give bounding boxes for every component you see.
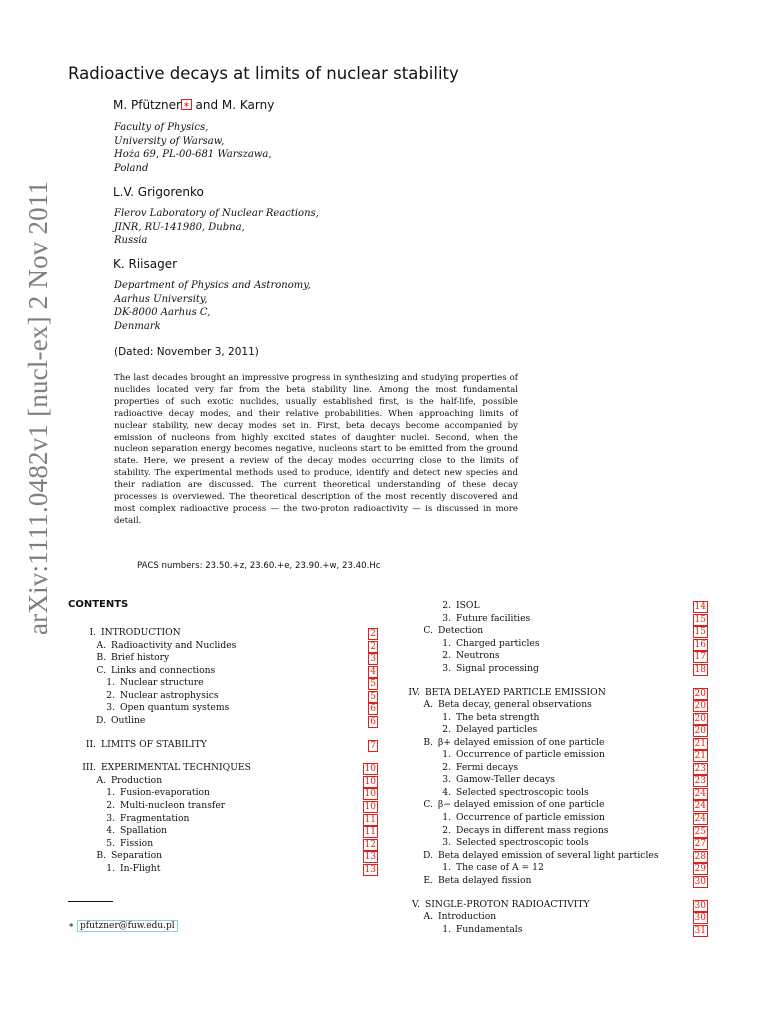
toc-entry[interactable] — [81, 775, 162, 787]
toc-entry[interactable] — [408, 699, 592, 711]
toc-entry[interactable] — [426, 650, 500, 662]
toc-entry-number: 2. — [442, 600, 451, 611]
toc-page-link[interactable]: 24 — [694, 788, 706, 799]
toc-entry-number: A. — [96, 774, 106, 786]
toc-page-link[interactable]: 13 — [364, 864, 376, 875]
toc-entry[interactable] — [71, 762, 251, 774]
toc-entry[interactable] — [426, 924, 522, 936]
toc-page-link[interactable]: 6 — [370, 716, 376, 727]
toc-entry-number: 3. — [442, 837, 451, 849]
toc-entry-label: Future facilities — [456, 612, 531, 624]
toc-entry-number: V. — [412, 898, 420, 910]
toc-entry-number: 3. — [106, 702, 115, 714]
toc-entry[interactable] — [90, 690, 219, 702]
toc-entry-label: LIMITS OF STABILITY — [101, 738, 207, 750]
toc-entry-number: 4. — [106, 825, 115, 837]
toc-entry-number: 1. — [442, 711, 451, 723]
toc-entry-number: C. — [96, 664, 106, 676]
toc-entry-number: 1. — [106, 677, 115, 689]
toc-page-link[interactable]: 21 — [694, 751, 706, 762]
toc-entry-label: Outline — [111, 714, 146, 726]
toc-page-link[interactable]: 10 — [364, 789, 376, 800]
footnote-mark: ∗ — [68, 921, 75, 931]
toc-entry-label: Gamow-Teller decays — [456, 774, 556, 786]
toc-page-link[interactable]: 2 — [370, 629, 376, 639]
footnote-rule — [68, 901, 113, 902]
toc-entry[interactable] — [90, 813, 189, 825]
toc-entry-number: E. — [423, 874, 433, 886]
toc-entry-label: Delayed particles — [456, 724, 538, 736]
arxiv-identifier-stamp: arXiv:1111.0482v1 [nucl-ex] 2 Nov 2011 — [23, 180, 53, 635]
toc-entry-label: Fundamentals — [456, 923, 523, 935]
author-line-3 — [113, 257, 177, 271]
toc-entry-number: C. — [423, 799, 433, 811]
toc-entry-label: Neutrons — [456, 650, 500, 662]
toc-page-link[interactable]: 10 — [364, 776, 376, 787]
toc-page-link[interactable]: 10 — [364, 802, 376, 812]
affiliation-line: JINR, RU-141980, Dubna, — [114, 221, 245, 233]
toc-entry-number: 2. — [442, 650, 451, 662]
toc-entry-label: EXPERIMENTAL TECHNIQUES — [101, 762, 251, 774]
toc-page-link[interactable]: 10 — [364, 764, 376, 775]
toc-entry[interactable] — [81, 652, 169, 664]
email-link[interactable]: pfutzner@fuw.edu.pl — [77, 920, 178, 932]
toc-entry[interactable] — [408, 875, 531, 887]
toc-page-link[interactable]: 3 — [370, 654, 376, 665]
toc-entry-number: 1. — [442, 749, 451, 761]
toc-entry-label: Spallation — [120, 825, 168, 837]
toc-entry-number: A. — [423, 911, 433, 923]
toc-entry[interactable] — [408, 911, 496, 923]
toc-entry-label: Brief history — [111, 652, 170, 664]
toc-entry[interactable] — [90, 702, 229, 714]
toc-entry-number: 3. — [442, 662, 451, 674]
toc-entry-label: The beta strength — [456, 711, 540, 723]
affiliation-line: Flerov Laboratory of Nuclear Reactions, — [114, 208, 319, 219]
toc-entry-label: β− delayed emission of one particle — [438, 799, 605, 811]
toc-entry-number: A. — [96, 639, 106, 651]
toc-page-link[interactable]: 2 — [370, 641, 376, 652]
toc-entry-number: B. — [423, 736, 433, 748]
affiliation-3 — [114, 279, 311, 333]
toc-entry[interactable] — [426, 837, 589, 849]
toc-entry[interactable] — [426, 812, 605, 824]
affiliation-line: Poland — [114, 162, 149, 174]
author-name-suffix: and M. Karny — [191, 98, 275, 112]
toc-entry-label: Signal processing — [456, 662, 539, 674]
toc-page-link[interactable]: 17 — [694, 652, 706, 663]
toc-page-link[interactable]: 11 — [364, 814, 376, 825]
toc-page-link[interactable]: 20 — [694, 701, 706, 712]
toc-entry[interactable] — [408, 850, 659, 862]
toc-entry-number: 3. — [442, 612, 451, 624]
affiliation-line: Hoża 69, PL-00-681 Warszawa, — [114, 149, 272, 160]
toc-entry[interactable] — [90, 787, 210, 799]
toc-entry-label: Fragmentation — [120, 812, 190, 824]
toc-entry[interactable] — [81, 850, 162, 862]
toc-entry[interactable] — [408, 737, 604, 749]
dated-line: (Dated: November 3, 2011) — [114, 346, 259, 358]
toc-entry-number: 2. — [442, 761, 451, 773]
toc-entry-number: IV. — [408, 686, 420, 698]
toc-entry-number: 3. — [106, 812, 115, 824]
toc-entry[interactable] — [90, 838, 153, 850]
toc-entry[interactable] — [408, 799, 604, 811]
toc-page-link[interactable]: 14 — [694, 602, 706, 612]
toc-entry-number: 2. — [442, 724, 451, 736]
toc-page-link[interactable]: 13 — [364, 852, 376, 863]
toc-entry[interactable] — [426, 724, 537, 736]
toc-entry[interactable] — [395, 899, 590, 911]
author-name: K. Riisager — [113, 257, 178, 271]
toc-entry[interactable] — [426, 749, 605, 761]
toc-entry[interactable] — [81, 715, 145, 727]
toc-page-link[interactable]: 25 — [694, 826, 706, 837]
toc-page-link[interactable]: 4 — [370, 666, 376, 677]
toc-entry[interactable] — [90, 825, 167, 837]
toc-entry-label: Introduction — [438, 911, 497, 923]
toc-entry-label: Selected spectroscopic tools — [456, 786, 589, 798]
toc-entry[interactable] — [71, 627, 181, 639]
toc-entry-label: β+ delayed emission of one particle — [438, 736, 605, 748]
affiliation-1 — [114, 121, 272, 175]
affiliation-line: Russia — [114, 235, 148, 246]
toc-entry-label: Open quantum systems — [120, 702, 230, 714]
toc-entry-label: Fission — [120, 837, 154, 849]
affiliation-line: DK-8000 Aarhus C, — [114, 307, 211, 318]
toc-entry-number: 1. — [106, 787, 115, 799]
toc-entry-label: Detection — [438, 625, 484, 637]
toc-entry-number: 3. — [442, 774, 451, 786]
toc-page-link[interactable]: 31 — [694, 925, 706, 936]
toc-entry-label: Selected spectroscopic tools — [456, 837, 589, 849]
affiliation-line: Faculty of Physics, — [114, 122, 209, 133]
toc-entry-label: The case of A = 12 — [456, 862, 544, 874]
toc-entry-number: I. — [89, 627, 96, 638]
toc-page-link[interactable]: 29 — [694, 864, 706, 875]
author-line-1 — [113, 98, 274, 112]
toc-entry-number: 2. — [106, 689, 115, 701]
toc-entry-label: Radioactivity and Nuclides — [111, 639, 237, 651]
toc-entry[interactable] — [426, 638, 540, 650]
toc-page-link[interactable]: 30 — [694, 900, 706, 911]
toc-entry[interactable] — [426, 613, 530, 625]
toc-entry[interactable] — [81, 665, 215, 677]
toc-entry-label: Occurrence of particle emission — [456, 812, 605, 823]
toc-entry-label: Separation — [111, 850, 163, 862]
toc-page-link[interactable]: 20 — [694, 713, 706, 724]
toc-page-link[interactable]: 20 — [694, 688, 706, 699]
toc-entry-number: 1. — [442, 923, 451, 935]
toc-page-link[interactable]: 11 — [364, 827, 376, 838]
toc-entry[interactable] — [426, 600, 480, 612]
toc-page-link[interactable]: 15 — [694, 614, 706, 625]
abstract: The last decades brought an impressive progress in synthesizing and studying properties of nuclides located very far from the beta stability line. Among the most fundamental properties of such exotic nuclides, usually established first, is the half-life, possible radioactive decay modes, and their relative probabilities. When approaching limits of nuclear stability, new decay modes set in. First, beta decays become accompanied by emission of nucleons from highly excited states of daughter nuclei. Second, when the nucleon separation energy becomes negative, nucleons start to be emitted from the ground state. Here, we present a review of the decay modes occurring close to the limits of stability. The experimental methods used to produce, identify and detect new species and their radiation are discussed. The current theoretical understanding of these decay processes is overviewed. The theoretical description of the most recently discovered and most complex radioactive process — the two-proton radioactivity — is discussed in more detail. — [114, 373, 518, 526]
toc-entry-label: Occurrence of particle emission — [456, 749, 605, 761]
toc-entry[interactable] — [90, 800, 225, 812]
toc-entry-label: Nuclear astrophysics — [120, 689, 219, 701]
toc-entry-label: Fermi decays — [456, 761, 519, 773]
toc-entry[interactable] — [426, 787, 589, 799]
contents-heading: CONTENTS — [68, 599, 129, 610]
toc-entry[interactable] — [395, 687, 606, 699]
toc-entry-label: ISOL — [456, 600, 480, 611]
footnote-link[interactable]: ∗ — [182, 100, 190, 109]
toc-entry-label: Beta decay, general observations — [438, 699, 592, 711]
toc-entry[interactable] — [426, 663, 539, 675]
toc-entry-label: In-Flight — [120, 862, 161, 874]
toc-entry[interactable] — [426, 762, 518, 774]
toc-entry-number: 2. — [106, 800, 115, 811]
toc-page-link[interactable]: 12 — [364, 839, 376, 850]
toc-entry-number: 1. — [106, 862, 115, 874]
toc-page-link[interactable]: 30 — [694, 876, 706, 887]
pacs-numbers: PACS numbers: 23.50.+z, 23.60.+e, 23.90.+w, 23.40.Hc — [137, 561, 381, 571]
toc-page-link[interactable]: 24 — [694, 814, 706, 824]
toc-entry-label: Charged particles — [456, 637, 540, 649]
toc-entry[interactable] — [426, 825, 609, 837]
affiliation-line: Denmark — [114, 320, 161, 332]
toc-page-link[interactable]: 23 — [694, 763, 706, 774]
toc-entry-number: D. — [423, 849, 433, 861]
toc-page-link[interactable]: 6 — [370, 704, 376, 715]
toc-page-link[interactable]: 28 — [694, 851, 706, 862]
toc-entry-number: C. — [423, 625, 433, 637]
affiliation-line: Aarhus University, — [114, 293, 208, 305]
toc-entry[interactable] — [426, 712, 539, 724]
toc-page-link[interactable]: 16 — [694, 639, 706, 650]
toc-page-link[interactable]: 20 — [694, 726, 706, 737]
toc-page-link[interactable]: 24 — [694, 801, 706, 812]
toc-entry-label: Links and connections — [111, 664, 216, 676]
toc-page-link[interactable]: 23 — [694, 776, 706, 787]
author-line-2 — [113, 185, 204, 199]
toc-entry-label: INTRODUCTION — [101, 627, 181, 638]
toc-page-link[interactable]: 21 — [694, 738, 706, 749]
toc-entry-label: Decays in different mass regions — [456, 824, 609, 836]
toc-entry-number: 1. — [442, 812, 451, 823]
affiliation-line: University of Warsaw, — [114, 135, 225, 147]
toc-page-link[interactable]: 27 — [694, 839, 706, 850]
toc-page-link[interactable]: 30 — [694, 913, 706, 924]
toc-entry[interactable] — [426, 774, 555, 786]
affiliation-line: Department of Physics and Astronomy, — [114, 280, 311, 291]
toc-entry-number: B. — [96, 850, 106, 862]
toc-entry-label: Nuclear structure — [120, 677, 204, 689]
toc-entry[interactable] — [71, 739, 207, 751]
toc-entry-number: 1. — [442, 637, 451, 649]
toc-entry-number: D. — [96, 714, 106, 726]
toc-entry[interactable] — [81, 640, 236, 652]
toc-entry-label: Beta delayed emission of several light particles — [438, 849, 659, 861]
toc-entry-number: 4. — [442, 786, 451, 798]
toc-entry-label: BETA DELAYED PARTICLE EMISSION — [425, 686, 606, 698]
author-name: L.V. Grigorenko — [113, 185, 204, 199]
toc-entry[interactable] — [90, 863, 160, 875]
toc-page-link[interactable]: 15 — [694, 627, 706, 638]
toc-entry-number: II. — [85, 738, 96, 750]
affiliation-2 — [114, 207, 319, 248]
toc-entry-number: III. — [82, 762, 96, 774]
toc-entry-number: 1. — [442, 862, 451, 874]
toc-entry[interactable] — [408, 625, 483, 637]
toc-entry[interactable] — [426, 862, 544, 874]
toc-entry-label: Multi-nucleon transfer — [120, 800, 226, 811]
toc-page-link[interactable]: 5 — [370, 679, 376, 690]
toc-entry-number: 2. — [442, 824, 451, 836]
paper-title: Radioactive decays at limits of nuclear stability — [68, 64, 459, 83]
toc-entry-label: Beta delayed fission — [438, 874, 532, 886]
toc-page-link[interactable]: 7 — [370, 740, 376, 751]
toc-page-link[interactable]: 18 — [694, 664, 706, 675]
toc-entry-label: Fusion-evaporation — [120, 787, 210, 799]
toc-entry-number: 5. — [106, 837, 115, 849]
toc-entry-label: SINGLE-PROTON RADIOACTIVITY — [425, 898, 590, 910]
toc-page-link[interactable]: 5 — [370, 691, 376, 702]
toc-entry-number: B. — [96, 652, 106, 664]
toc-entry[interactable] — [90, 677, 204, 689]
toc-entry-label: Production — [111, 774, 163, 786]
toc-entry-number: A. — [423, 699, 433, 711]
author-name: M. Pfützner — [113, 98, 181, 112]
footnote — [68, 920, 178, 932]
